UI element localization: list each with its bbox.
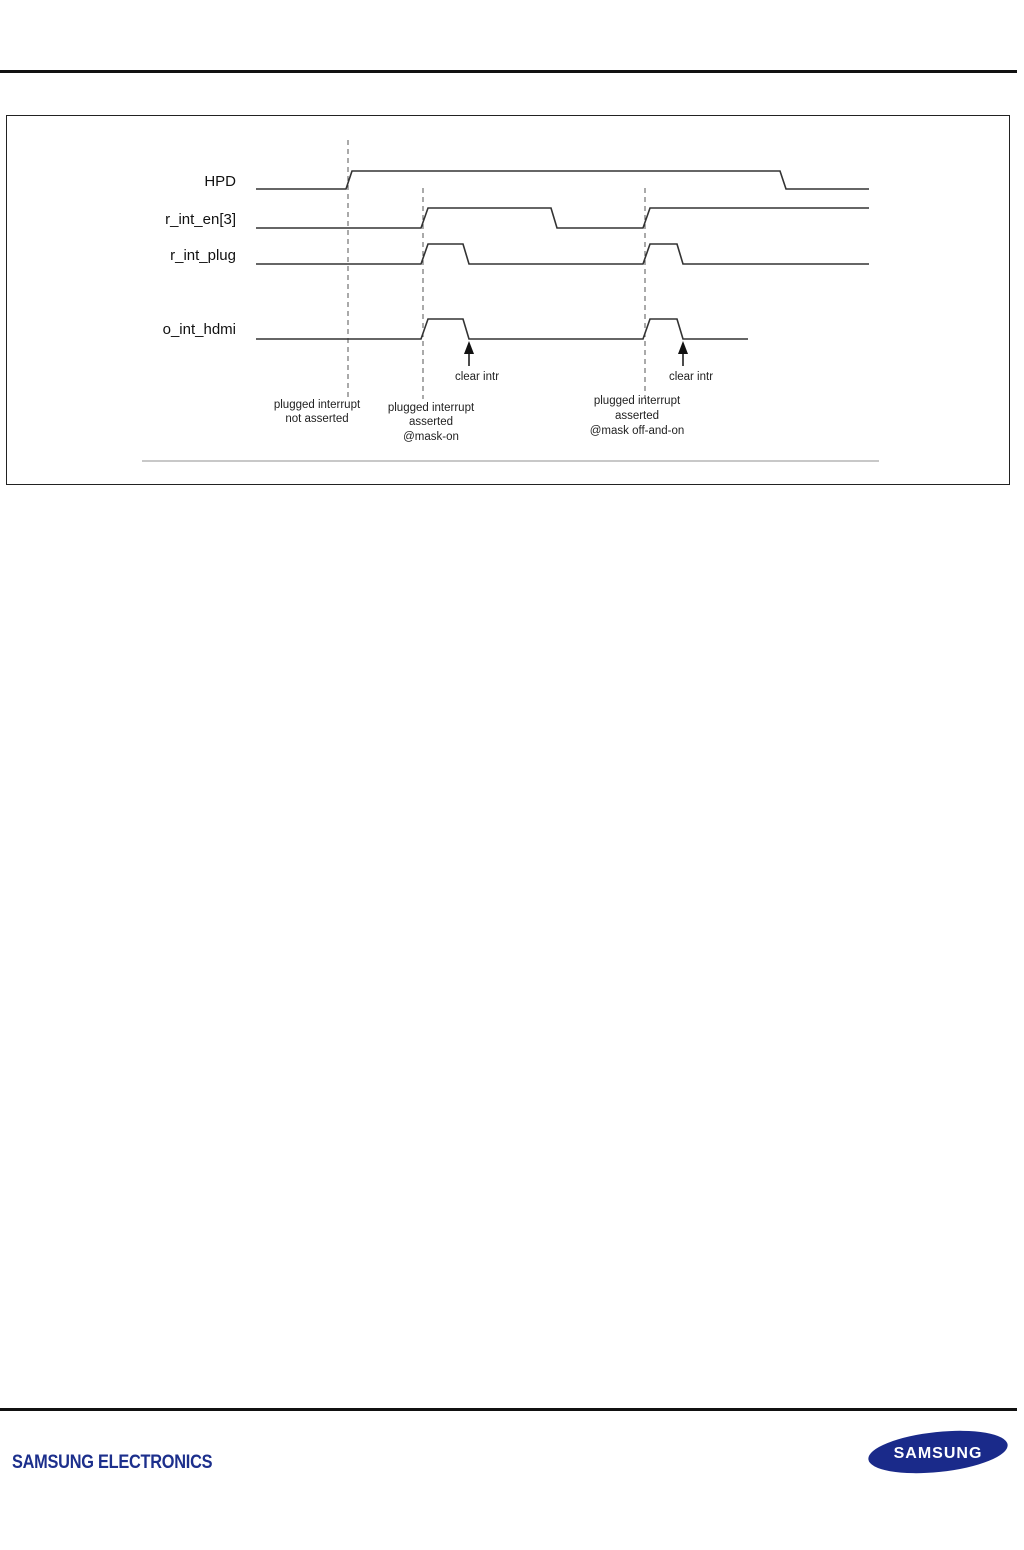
clear-intr-label-1: clear intr	[454, 371, 500, 383]
up-arrow-icon	[678, 341, 688, 366]
header-rule	[0, 70, 1017, 73]
waveform-o-int-hdmi	[256, 319, 748, 339]
event-note-2-line-3: @mask-on	[403, 431, 459, 443]
company-name: SAMSUNG ELECTRONICS	[12, 1452, 213, 1473]
signal-label-r-int-plug: r_int_plug	[170, 247, 236, 264]
event-note-2-line-1: plugged interrupt	[387, 402, 475, 414]
event-note-3-line-2: asserted	[614, 410, 660, 422]
event-note-1-line-2: not asserted	[285, 413, 349, 425]
event-note-2-line-2: asserted	[408, 416, 454, 428]
timing-diagram-frame	[6, 115, 1010, 485]
event-note-1-line-1: plugged interrupt	[273, 399, 361, 411]
footer-rule	[0, 1408, 1017, 1411]
clear-intr-label-2: clear intr	[668, 371, 714, 383]
logo-text: SAMSUNG	[893, 1445, 983, 1462]
timing-diagram	[7, 116, 1011, 486]
signal-label-o-int-hdmi: o_int_hdmi	[162, 321, 236, 338]
signal-label-r-int-en3: r_int_en[3]	[165, 211, 236, 228]
event-note-3-line-1: plugged interrupt	[593, 395, 681, 407]
event-note-3-line-3: @mask off-and-on	[589, 425, 685, 437]
samsung-logo	[866, 1428, 1010, 1476]
up-arrow-icon	[464, 341, 474, 366]
signal-label-hpd: HPD	[204, 173, 236, 190]
